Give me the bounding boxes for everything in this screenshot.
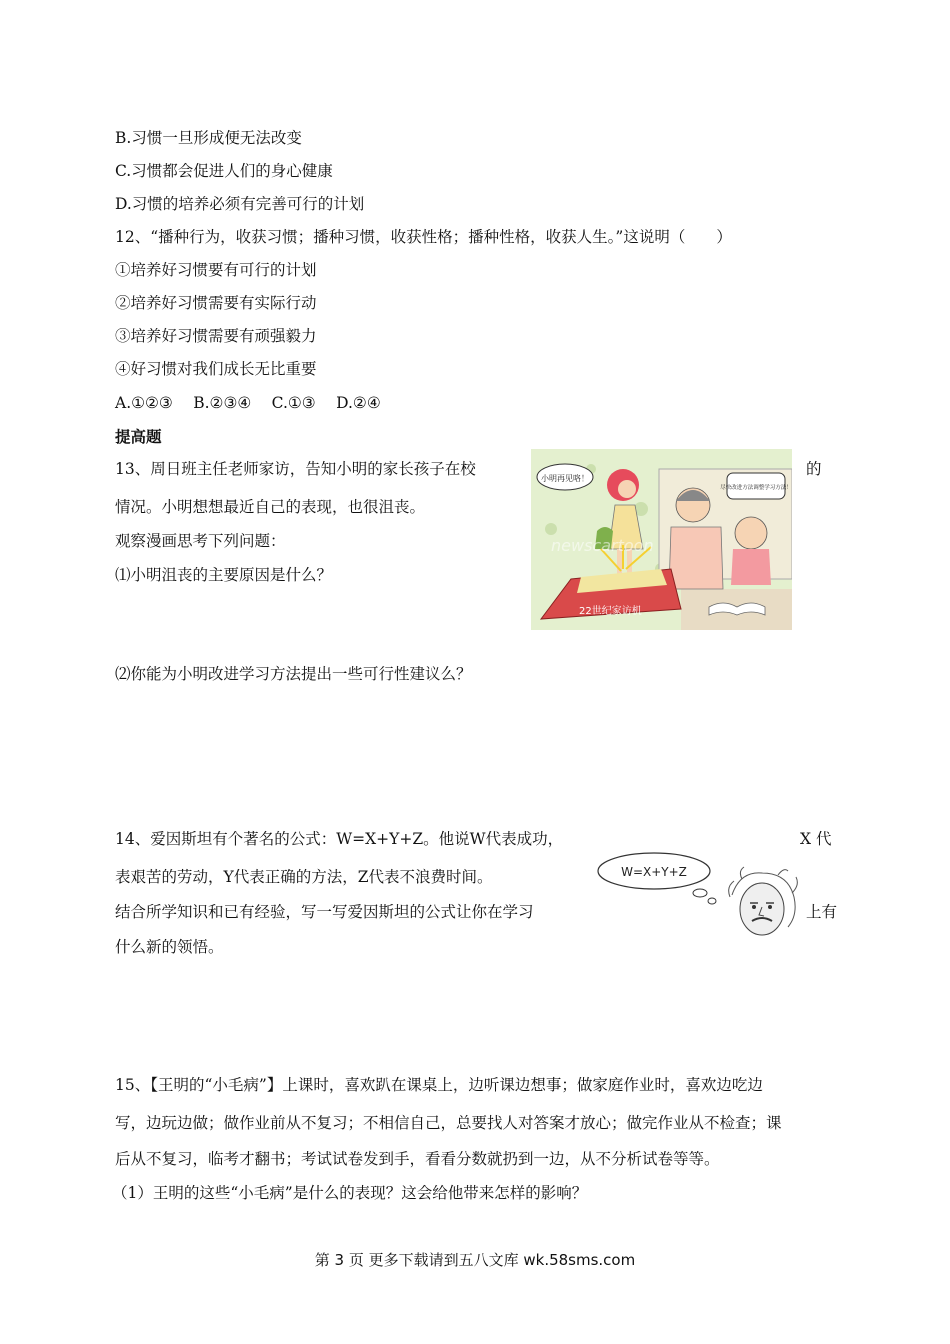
q14-stem-line1-tail: X 代 bbox=[800, 830, 832, 848]
q11-option-c: C.习惯都会促进人们的身心健康 bbox=[115, 162, 333, 180]
home-visit-cartoon bbox=[531, 449, 792, 630]
q15-line3: 后从不复习，临考才翻书；考试试卷发到手，看看分数就扔到一边，从不分析试卷等等。 bbox=[115, 1150, 720, 1168]
einstein-formula-drawing bbox=[592, 845, 802, 940]
q11-option-b: B.习惯一旦形成便无法改变 bbox=[115, 129, 302, 147]
q11-option-d: D.习惯的培养必须有完善可行的计划 bbox=[115, 195, 365, 213]
formula-bubble-text: W=X+Y+Z bbox=[621, 865, 687, 879]
q13-stem-line2: 情况。小明想想最近自己的表现，也很沮丧。 bbox=[115, 498, 426, 516]
q14-stem-line3: 结合所学知识和已有经验，写一写爱因斯坦的公式让你在学习 bbox=[115, 903, 534, 921]
q12-item-2: ②培养好习惯需要有实际行动 bbox=[115, 294, 317, 312]
q14-stem-line1: 14、爱因斯坦有个著名的公式：W=X+Y+Z。他说W代表成功， bbox=[115, 830, 564, 848]
page-footer: 第 3 页 更多下载请到五八文库 wk.58sms.com bbox=[314, 1251, 636, 1269]
cartoon-bubble-right-text: 尽快改进方法调整学习方法！ bbox=[720, 485, 792, 491]
q15-sub-question-1: （1）王明的这些“小毛病”是什么的表现？这会给他带来怎样的影响？ bbox=[112, 1184, 588, 1202]
q13-stem-line3: 观察漫画思考下列问题： bbox=[115, 532, 286, 550]
home-visit-cartoon-drawing bbox=[531, 449, 792, 630]
q15-line1: 15、【王明的“小毛病”】上课时，喜欢趴在课桌上，边听课边想事；做家庭作业时，喜欢边吃边 bbox=[115, 1076, 763, 1094]
q13-stem-tail: 的 bbox=[806, 460, 822, 478]
section-title: 提高题 bbox=[115, 427, 162, 446]
q12-item-3: ③培养好习惯需要有顽强毅力 bbox=[115, 327, 317, 345]
q13-sub-question-2: ⑵你能为小明改进学习方法提出一些可行性建议么？ bbox=[115, 665, 472, 683]
cartoon-watermark: newscartoon bbox=[551, 536, 654, 555]
q15-line2: 写，边玩边做；做作业前从不复习；不相信自己，总要找人对答案才放心；做完作业从不检查；课 bbox=[115, 1114, 782, 1132]
q13-stem-line1: 13、周日班主任老师家访，告知小明的家长孩子在校 bbox=[115, 460, 476, 478]
q14-stem-line3-tail: 上有 bbox=[806, 903, 838, 921]
q12-item-1: ①培养好习惯要有可行的计划 bbox=[115, 261, 317, 279]
cartoon-machine-label: 22世纪家访机 bbox=[579, 606, 642, 617]
q14-stem-line4: 什么新的领悟。 bbox=[115, 938, 224, 956]
einstein-formula-cartoon bbox=[592, 845, 802, 940]
q12-item-4: ④好习惯对我们成长无比重要 bbox=[115, 360, 317, 378]
q13-sub-question-1: ⑴小明沮丧的主要原因是什么？ bbox=[115, 566, 333, 584]
q12-stem: 12、“播种行为，收获习惯；播种习惯，收获性格；播种性格，收获人生。”这说明（ ） bbox=[115, 228, 732, 246]
q12-options: A.①②③ B.②③④ C.①③ D.②④ bbox=[115, 394, 381, 412]
q14-stem-line2: 表艰苦的劳动，Y代表正确的方法，Z代表不浪费时间。 bbox=[115, 868, 493, 886]
cartoon-bubble-left-text: 小明再见咯！ bbox=[541, 474, 589, 483]
